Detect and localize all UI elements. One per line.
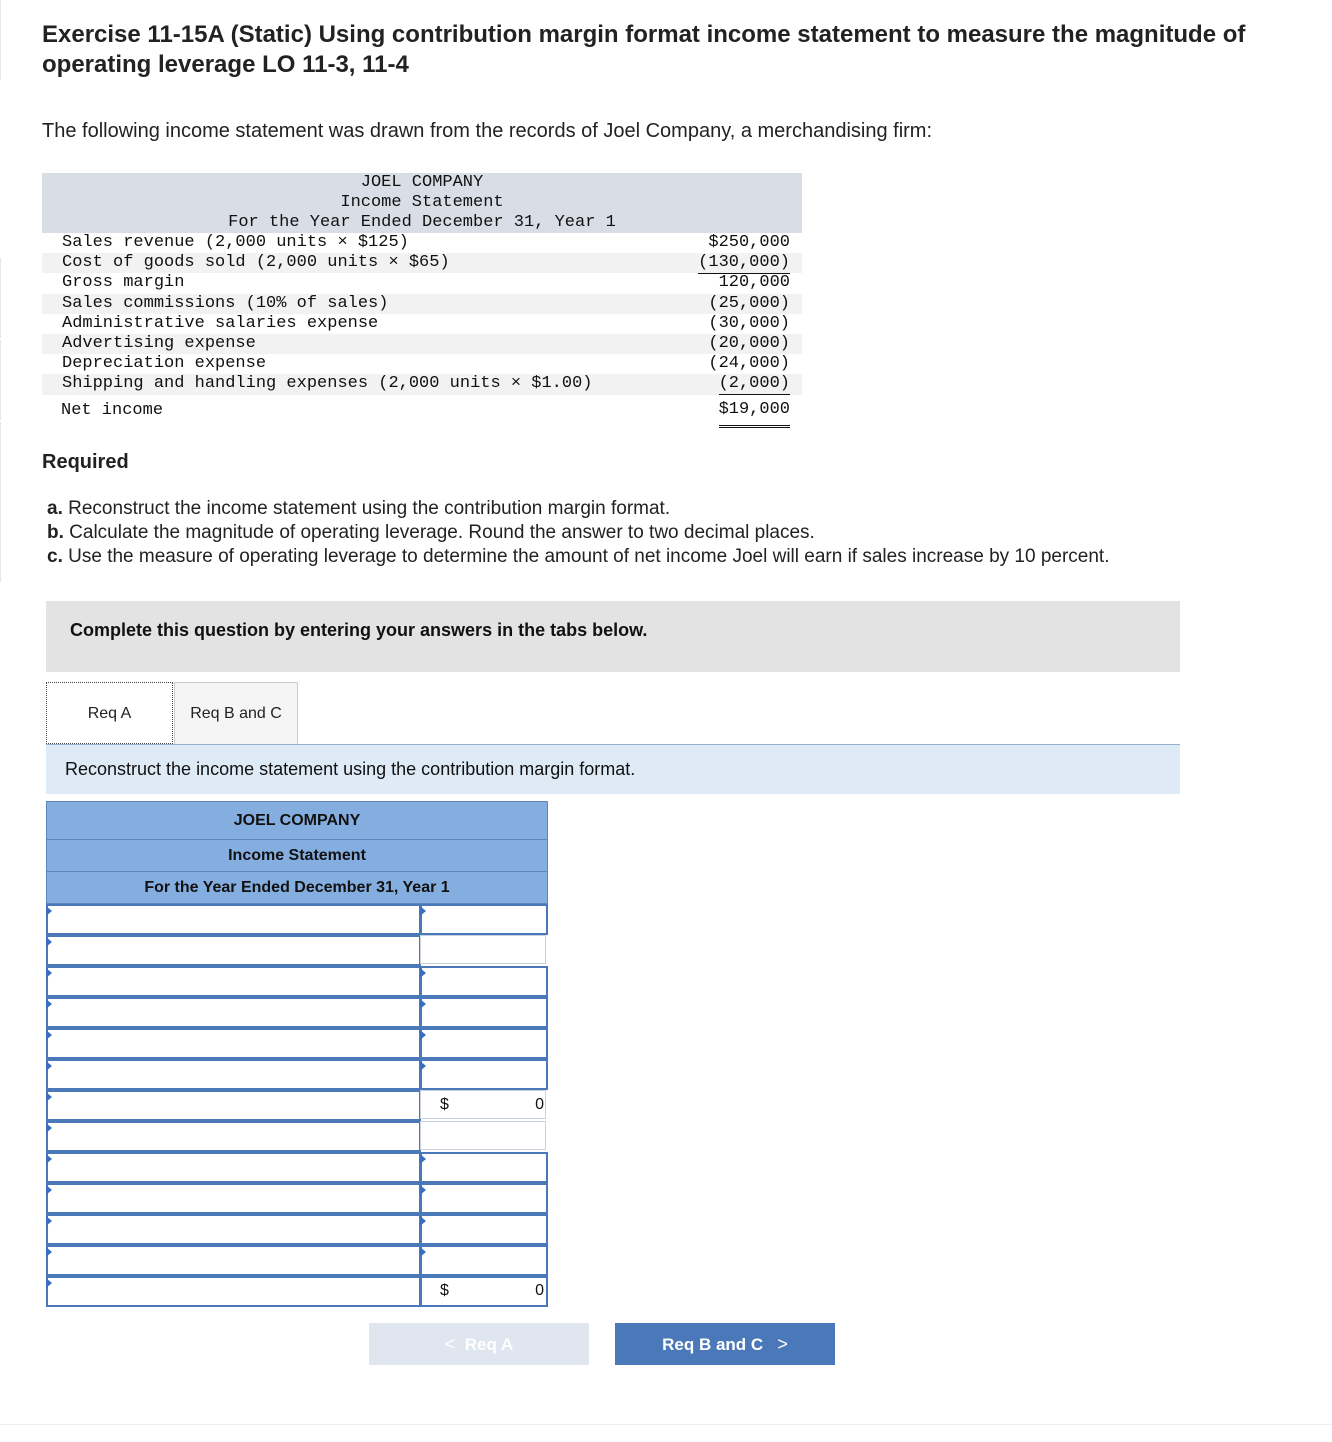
row-label: Sales revenue (2,000 units × $125) [62,233,409,252]
given-income-statement [42,173,802,427]
amount-input[interactable] [420,1245,548,1276]
row-label: Net income [61,400,164,420]
input-indicator-icon [420,1061,426,1071]
amount-cell [420,935,546,964]
table-row [46,1121,548,1152]
currency-symbol: $ [440,1282,449,1299]
statement-header [42,173,802,233]
input-indicator-icon [420,1247,426,1257]
requirement-a [47,497,1110,521]
statement-row [42,395,802,427]
amount-input[interactable] [420,1214,548,1245]
dropdown-indicator-icon [46,1278,52,1288]
chevron-left-icon: < [444,1334,456,1354]
row-amount: (25,000) [708,293,790,313]
answer-period: For the Year Ended December 31, Year 1 [46,872,548,904]
input-indicator-icon [420,1030,426,1040]
row-label: Gross margin [62,273,185,293]
exercise-title: Exercise 11-15A (Static) Using contribution margin format income statement to measure the magnitude of operating leverage LO 11-3, 11-4 [42,21,1246,78]
statement-row [42,294,802,314]
answer-table [46,801,548,1307]
table-row [46,1152,548,1183]
chevron-right-icon: > [777,1334,788,1354]
table-row [46,1245,548,1276]
statement-row [42,334,802,354]
prev-tab-label: Req A [464,1335,514,1354]
label-dropdown[interactable] [46,935,421,966]
amount-input[interactable] [420,904,548,935]
requirement-a-prefix: a. [47,498,63,519]
row-amount: (130,000) [698,253,790,273]
table-row [46,1059,548,1090]
row-label: Shipping and handling expenses (2,000 units × $1.00) [62,374,593,394]
input-indicator-icon [420,968,426,978]
input-indicator-icon [420,1216,426,1226]
label-dropdown[interactable] [46,1152,421,1183]
amount-input[interactable] [420,1028,548,1059]
statement-row [42,233,802,253]
input-indicator-icon [420,1185,426,1195]
table-row [46,1028,548,1059]
instructions-banner-text: Complete this question by entering your answers in the tabs below. [70,620,648,640]
subtotal-cell [420,1090,546,1119]
tab-instruction-text: Reconstruct the income statement using the contribution margin format. [65,759,636,779]
left-divider [0,340,6,420]
label-dropdown[interactable] [46,1090,421,1121]
row-label: Administrative salaries expense [62,313,379,333]
statement-row [42,253,802,273]
next-tab-button[interactable] [615,1323,835,1365]
dropdown-indicator-icon [46,999,52,1009]
dropdown-indicator-icon [46,1216,52,1226]
dropdown-indicator-icon [46,1154,52,1164]
row-amount: (24,000) [708,354,790,374]
label-dropdown[interactable] [46,1121,421,1152]
requirement-b-text: Calculate the magnitude of operating leverage. Round the answer to two decimal places. [69,522,815,543]
table-row [46,997,548,1028]
label-dropdown[interactable] [46,1059,421,1090]
requirement-c [47,545,1110,569]
requirement-b-prefix: b. [47,522,64,543]
answer-statement-name: Income Statement [46,840,548,872]
table-row [46,966,548,997]
tab-req-a[interactable]: Req A [46,682,173,744]
dropdown-indicator-icon [46,1061,52,1071]
table-row [46,1183,548,1214]
left-divider [0,258,6,338]
row-amount: (20,000) [708,333,790,353]
prev-tab-button[interactable] [369,1323,589,1365]
requirement-a-text: Reconstruct the income statement using the contribution margin format. [68,498,671,519]
statement-row [42,314,802,334]
requirements-list [47,497,1110,569]
dropdown-indicator-icon [46,906,52,916]
dropdown-indicator-icon [46,1185,52,1195]
input-indicator-icon [420,999,426,1009]
footer-divider [0,1424,1332,1425]
requirement-b [47,521,1110,545]
left-divider [0,0,6,80]
amount-input[interactable] [420,1059,548,1090]
currency-symbol: $ [440,1096,449,1113]
table-row [46,904,548,935]
label-dropdown[interactable] [46,1028,421,1059]
subtotal-value: 0 [535,1096,544,1113]
row-amount: (30,000) [708,313,790,333]
table-row [46,935,548,966]
row-label: Depreciation expense [62,354,267,374]
tab-instruction [46,744,1180,794]
requirement-c-prefix: c. [47,546,63,567]
intro-text: The following income statement was drawn from the records of Joel Company, a merchandising firm: [42,120,933,142]
row-label: Sales commissions (10% of sales) [62,293,389,313]
dropdown-indicator-icon [46,1247,52,1257]
label-dropdown[interactable] [46,1276,421,1307]
dropdown-indicator-icon [46,968,52,978]
label-dropdown[interactable] [46,1245,421,1276]
label-dropdown[interactable] [46,1214,421,1245]
input-indicator-icon [420,906,426,916]
dropdown-indicator-icon [46,1030,52,1040]
label-dropdown[interactable] [46,966,421,997]
total-value: 0 [535,1282,544,1299]
amount-input[interactable] [420,1183,548,1214]
table-row [46,1214,548,1245]
statement-period: For the Year Ended December 31, Year 1 [228,213,616,232]
dropdown-indicator-icon [46,1123,52,1133]
requirement-c-text: Use the measure of operating leverage to determine the amount of net income Joel will earn if sales increase by 10 percent. [68,546,1110,567]
statement-name: Income Statement [340,193,504,212]
input-indicator-icon [420,1154,426,1164]
label-dropdown[interactable] [46,904,421,935]
row-amount: $250,000 [708,233,790,252]
label-dropdown[interactable] [46,997,421,1028]
total-row [46,1276,548,1307]
row-amount: (2,000) [718,374,790,394]
dropdown-indicator-icon [46,937,52,947]
row-label: Advertising expense [62,333,256,353]
tab-req-b-and-c[interactable]: Req B and C [174,682,298,744]
amount-cell [420,1121,546,1150]
required-heading: Required [42,451,129,473]
dropdown-indicator-icon [46,1092,52,1102]
left-divider [0,422,6,582]
statement-row [42,354,802,374]
subtotal-row [46,1090,548,1121]
statement-row [42,273,802,293]
answer-company: JOEL COMPANY [46,801,548,840]
statement-company: JOEL COMPANY [360,173,484,192]
label-dropdown[interactable] [46,1183,421,1214]
amount-input[interactable] [420,997,548,1028]
row-amount: 120,000 [718,273,790,293]
row-amount: $19,000 [719,395,790,428]
next-tab-label: Req B and C [662,1335,764,1354]
amount-input[interactable] [420,966,548,997]
row-label: Cost of goods sold (2,000 units × $65) [62,253,450,273]
instructions-banner [46,601,1180,672]
amount-input[interactable] [420,1152,548,1183]
statement-row [42,374,802,394]
